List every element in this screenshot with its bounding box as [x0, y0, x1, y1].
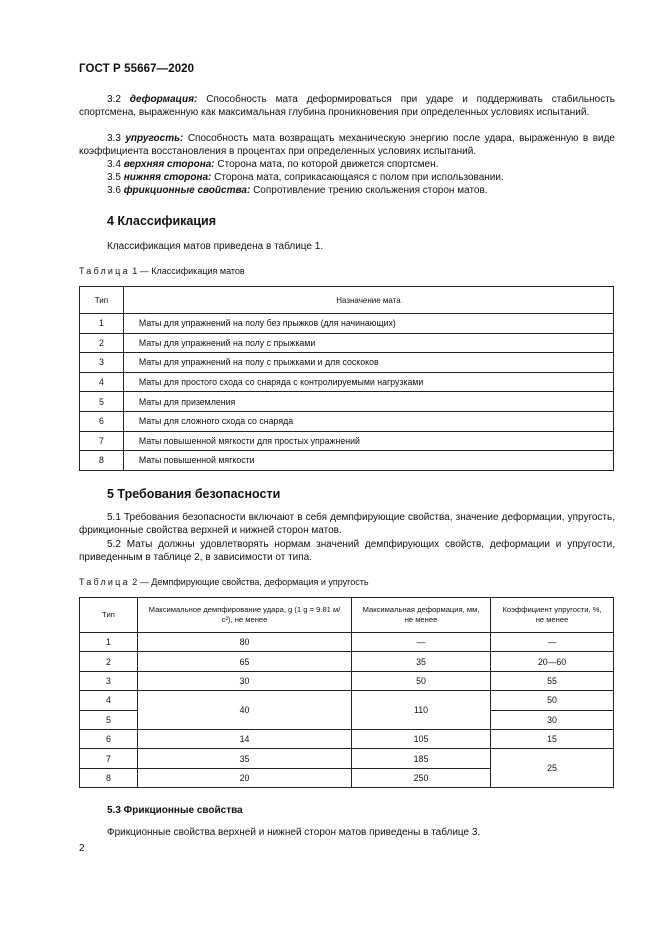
table-header-row [80, 598, 614, 633]
definition-3-5: 3.5 нижняя сторона: Сторона мата, соприкасающаяся с полом при использовании. [107, 172, 504, 183]
page-number: 2 [79, 843, 85, 854]
table-row: 1 80 — — [80, 633, 614, 652]
section-4-title: 4 Классификация [107, 214, 217, 228]
table-header-row [80, 287, 614, 314]
definition-3-2: 3.2 деформация: Способность мата деформироваться при ударе и поддерживать стабильность спортсмена, выраженную как максимальная глубина проникновения при определенных условиях испытаний. [79, 94, 615, 119]
safety-requirements-table [79, 597, 614, 788]
column-header-deformation: Максимальная деформация, мм, не менее [352, 598, 491, 633]
table-2-caption: Таблица 2 — Демпфирующие свойства, деформация и упругость [79, 577, 369, 587]
column-header-damping: Максимальное демпфирование удара, g (1 g = 9.81 м/с²), не менее [138, 598, 352, 633]
table-row: 2 Маты для упражнений на полу с прыжками [80, 333, 614, 353]
table-row: 2 65 35 20—60 [80, 652, 614, 671]
table-1-caption: Таблица 1 — Классификация матов [79, 266, 245, 276]
table-row: 1 Маты для упражнений на полу без прыжков (для начинающих) [80, 314, 614, 334]
section-5-title: 5 Требования безопасности [107, 487, 281, 501]
section-5-3-title: 5.3 Фрикционные свойства [107, 805, 243, 816]
table-row: 5 Маты для приземления [80, 392, 614, 412]
column-header-type: Тип [80, 287, 124, 314]
definition-3-3: 3.3 упругость: Способность мата возвращать механическую энергию после удара, выраженную в виде коэффициента восстановления в процентах при определенных условиях испытаний. [79, 133, 615, 158]
table-row: 7 35 185 25 [80, 749, 614, 768]
table-row: 4 Маты для простого схода со снаряда с контролируемыми нагрузками [80, 372, 614, 392]
section-4-intro: Классификация матов приведена в таблице 1. [107, 241, 324, 252]
table-row: 8 Маты повышенной мягкости [80, 451, 614, 471]
classification-table [79, 286, 614, 471]
term: деформация: [129, 94, 198, 105]
table-row: 7 Маты повышенной мягкости для простых упражнений [80, 431, 614, 451]
definition-3-4: 3.4 верхняя сторона: Сторона мата, по которой движется спортсмен. [107, 159, 439, 170]
paragraph-5-1: 5.1 Требования безопасности включают в себя демпфирующие свойства, значение деформации, упругость, фрикционные свойства верхней и нижней сторон матов. [79, 512, 615, 537]
column-header-purpose: Назначение мата [123, 287, 613, 314]
term: фрикционные свойства: [123, 185, 251, 196]
column-header-type: Тип [80, 598, 138, 633]
table-row: 8 20 250 [80, 768, 614, 787]
table-row: 5 30 [80, 710, 614, 729]
standard-header: ГОСТ Р 55667—2020 [79, 63, 195, 75]
section-5-3-text: Фрикционные свойства верхней и нижней сторон матов приведены в таблице 3. [107, 827, 481, 838]
paragraph-5-2: 5.2 Маты должны удовлетворять нормам значений демпфирующих свойств, деформации и упругости, приведенным в таблице 2, в зависимости от типа. [79, 539, 615, 564]
table-row: 6 14 105 15 [80, 729, 614, 748]
table-row: 3 Маты для упражнений на полу с прыжками и для соскоков [80, 353, 614, 373]
table-row: 6 Маты для сложного схода со снаряда [80, 411, 614, 431]
table-row: 3 30 50 55 [80, 671, 614, 690]
term: верхняя сторона: [123, 159, 215, 170]
column-header-elasticity: Коэффициент упругости, %, не менее [491, 598, 614, 633]
term: упругость: [125, 133, 184, 144]
term: нижняя сторона: [123, 172, 212, 183]
table-row: 4 40 110 50 [80, 691, 614, 710]
definition-3-6: 3.6 фрикционные свойства: Сопротивление трению скольжения сторон матов. [107, 185, 488, 196]
